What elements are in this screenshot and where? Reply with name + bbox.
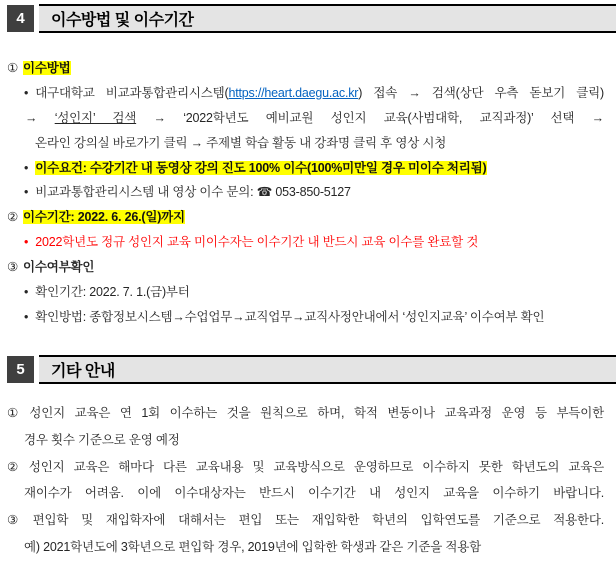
course-select-text: → ‘2022학년도 예비교원 성인지 교육(사범대학, 교직과정)’ 선택 → — [136, 110, 604, 125]
para2-line2 — [0, 480, 616, 507]
search-keyword-underlined: ‘성인지’ 검색 — [54, 110, 137, 125]
para2-line1 — [0, 454, 616, 481]
bullet-marker: • — [24, 309, 29, 324]
item3-bullet2 — [0, 305, 616, 330]
para1-line2 — [0, 427, 616, 454]
section5-body — [0, 400, 616, 561]
bullet-marker: • — [24, 185, 29, 200]
para2-text: 성인지 교육은 해마다 다른 교육내용 및 교육방식으로 운영하므로 이수하지 못한 학년도의 교육은 — [28, 459, 604, 474]
bullet-marker: • — [24, 235, 29, 250]
item1-bullet1-line2 — [0, 106, 616, 131]
item3-heading — [0, 255, 616, 280]
heart-system-link[interactable]: https://heart.daegu.ac.kr — [228, 85, 359, 100]
item-marker: ③ — [7, 260, 19, 275]
section5-title: 기타 안내 — [51, 362, 115, 380]
access-step-text: 대구대학교 비교과통합관리시스템( — [35, 85, 229, 100]
section5-header — [7, 355, 616, 384]
para3-text: 편입학 및 재입학자에 대해서는 편입 또는 재입학한 학년의 입학연도를 기준으로 적용한다. — [32, 513, 604, 528]
section4-body — [0, 56, 616, 330]
item-marker: ① — [7, 61, 19, 75]
item3-label: 이수여부확인 — [23, 260, 95, 275]
bullet-marker: • — [24, 160, 29, 175]
section4-number-badge: 4 — [7, 5, 34, 32]
item-marker: ② — [7, 459, 24, 474]
para3-line2 — [0, 534, 616, 561]
phone-icon: ☎ — [256, 185, 273, 200]
arrow-text: → — [25, 110, 55, 125]
phone-number: 053-850-5127 — [275, 185, 351, 200]
item-marker: ① — [7, 405, 25, 420]
bullet-marker: • — [24, 285, 29, 300]
item1-bullet3 — [0, 180, 616, 205]
section5-title-bar — [39, 355, 616, 384]
para1-text-cont: 경우 횟수 기준으로 운영 예정 — [24, 432, 180, 447]
section4-title: 이수방법 및 이수기간 — [51, 12, 194, 29]
online-class-text: 온라인 강의실 바로가기 클릭 → 주제별 학습 활동 내 강좌명 클릭 후 영상 시청 — [35, 135, 447, 150]
para1-text: 성인지 교육은 연 1회 이수하는 것을 원칙으로 하며, 학적 변동이나 교육과정 운영 등 부득이한 — [29, 405, 604, 420]
item2-heading — [0, 205, 616, 230]
item3-bullet1 — [0, 280, 616, 305]
para3-line1 — [0, 507, 616, 534]
access-step-text-cont: ) 접속 → 검색(상단 우측 돋보기 클릭) — [358, 85, 604, 100]
warning-text: 2022학년도 정규 성인지 교육 미이수자는 이수기간 내 반드시 교육 이수를 완료할 것 — [35, 235, 479, 250]
para3-text-cont: 예) 2021학년도에 3학년으로 편입학 경우, 2019년에 입학한 학생과 같은 기준을 적용함 — [24, 540, 481, 555]
check-method-text: 확인방법: 종합정보시스템→수업업무→교직업무→교직사정안내에서 ‘성인지교육’ 이수여부 확인 — [35, 309, 545, 324]
para1-line1 — [0, 400, 616, 427]
bullet-marker: • — [24, 85, 29, 100]
section4-header — [7, 4, 616, 33]
completion-requirement-text: 이수요건: 수강기간 내 동영상 강의 진도 100% 이수(100%미만일 경우 미이수 처리됨) — [35, 160, 487, 175]
section5-number-badge: 5 — [7, 356, 34, 383]
item1-bullet2 — [0, 156, 616, 181]
check-period-text: 확인기간: 2022. 7. 1.(금)부터 — [35, 285, 190, 300]
item1-bullet1-line1 — [0, 81, 616, 106]
inquiry-text: 비교과통합관리시스템 내 영상 이수 문의: — [35, 185, 257, 200]
item-marker: ③ — [7, 513, 28, 528]
item1-bullet1-line3 — [0, 131, 616, 156]
section4-title-bar — [39, 4, 616, 33]
para2-text-cont: 재이수가 어려움. 이에 이수대상자는 반드시 이수기간 내 성인지 교육을 이수하기 바랍니다. — [24, 486, 604, 501]
item2-warning-note — [0, 230, 616, 255]
item2-label: 이수기간: 2022. 6. 26.(일)까지 — [23, 210, 185, 225]
item1-heading — [0, 56, 616, 81]
item1-label: 이수방법 — [23, 61, 71, 75]
item-marker: ② — [7, 210, 19, 225]
